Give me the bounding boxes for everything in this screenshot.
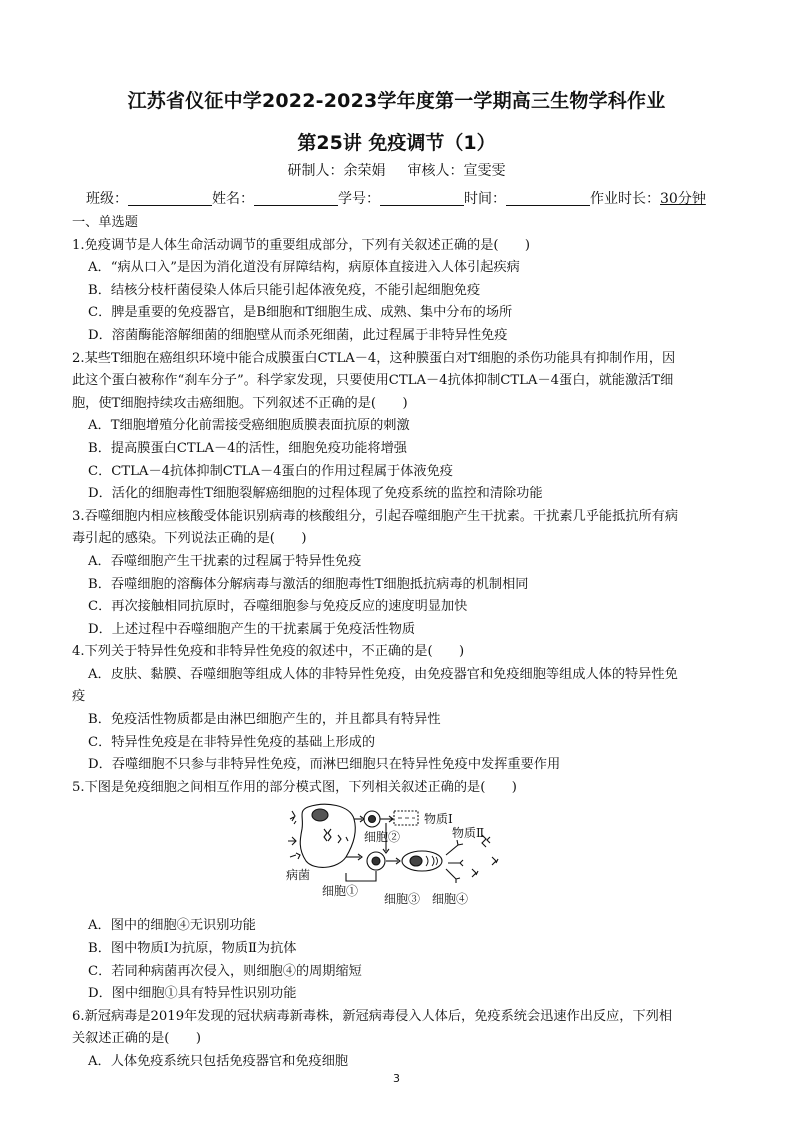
question-2-option-d[interactable]: D．活化的细胞毒性T细胞裂解癌细胞的过程体现了免疫系统的监控和清除功能 [88,486,543,502]
immune-cell-diagram [72,799,722,915]
label-substance-1: 物质Ⅰ [424,812,453,827]
question-4-option-d[interactable]: D．吞噬细胞不只参与非特异性免疫，而淋巴细胞只在特异性免疫中发挥重要作用 [88,757,561,773]
question-2-stem-line-2: 此这个蛋白被称作“刹车分子”。科学家发现，只要使用CTLA－4抗体抑制CTLA－4蛋白，就能激活T细 [72,373,674,389]
question-4-option-c[interactable]: C．特异性免疫是在非特异性免疫的基础上形成的 [88,734,376,750]
label-cell-4: 细胞④ [432,892,469,907]
question-4-option-b[interactable]: B．免疫活性物质都是由淋巴细胞产生的，并且都具有特异性 [88,712,441,728]
question-3-option-d[interactable]: D．上述过程中吞噬细胞产生的干扰素属于免疫活性物质 [88,621,416,637]
question-2-option-b[interactable]: B．提高膜蛋白CTLA－4的活性，细胞免疫功能将增强 [88,440,407,456]
question-2-stem-line-1: 2.某些T细胞在癌组织环境中能合成膜蛋白CTLA－4，这种膜蛋白对T细胞的杀伤功能具有抑制作用，因 [72,350,676,366]
question-1-option-c[interactable]: C．脾是重要的免疫器官，是B细胞和T细胞生成、成熟、集中分布的场所 [88,305,513,321]
section-heading: 一、单选题 [72,215,138,230]
label-cell-1: 细胞① [322,884,359,899]
authors-line [0,160,793,180]
question-5-option-a[interactable]: A．图中的细胞④无识别功能 [88,918,256,934]
questions-content [72,212,722,1074]
reviewer: 审核人：宣雯雯 [407,163,506,179]
question-2-option-c[interactable]: C．CTLA－4抗体抑制CTLA－4蛋白的作用过程属于体液免疫 [88,463,453,479]
question-1-stem: 1.免疫调节是人体生命活动调节的重要组成部分，下列有关叙述正确的是( ) [72,237,531,253]
question-4-stem: 4.下列关于特异性免疫和非特异性免疫的叙述中，不正确的是( ) [72,644,465,660]
question-3-option-b[interactable]: B．吞噬细胞的溶酶体分解病毒与激活的细胞毒性T细胞抵抗病毒的机制相同 [88,576,529,592]
label-bacteria: 病菌 [286,868,311,883]
question-4-option-a[interactable]: A．皮肤、黏膜、吞噬细胞等组成人体的非特异性免疫，由免疫器官和免疫细胞等组成人体的特异性免 [88,666,678,682]
label-substance-2: 物质Ⅱ [452,826,485,841]
question-6-option-a[interactable]: A．人体免疫系统只包括免疫器官和免疫细胞 [88,1054,349,1069]
question-1-option-a[interactable]: A．“病从口入”是因为消化道没有屏障结构，病原体直接进入人体引起疾病 [88,260,520,276]
class-field[interactable] [128,191,212,206]
label-cell-2: 细胞② [364,830,401,845]
question-3-stem-line-1: 3.吞噬细胞内相应核酸受体能识别病毒的核酸组分，引起吞噬细胞产生干扰素。干扰素几乎能抵抗所有病 [72,508,679,524]
question-5-option-b[interactable]: B．图中物质Ⅰ为抗原，物质Ⅱ为抗体 [88,941,297,957]
question-5-option-c[interactable]: C．若同种病菌再次侵入，则细胞④的周期缩短 [88,963,362,979]
immune-diagram-svg [286,799,526,911]
question-1-option-d[interactable]: D．溶菌酶能溶解细菌的细胞壁从而杀死细菌，此过程属于非特异性免疫 [88,327,508,343]
question-3-stem-line-2: 毒引起的感染。下列说法正确的是( ) [72,531,307,547]
developer: 研制人：余荣娟 [287,163,386,179]
class-label: 班级： [86,191,128,207]
name-label: 姓名： [212,191,254,207]
question-3-option-c[interactable]: C．再次接触相同抗原时，吞噬细胞参与免疫反应的速度明显加快 [88,599,468,615]
student-info-line [86,188,726,208]
lecture-title: 第25讲 免疫调节（1） [297,132,496,154]
number-field[interactable] [380,191,464,206]
document-title: 江苏省仪征中学2022-2023学年度第一学期高三生物学科作业 [127,90,666,112]
page-number: 3 [393,1072,400,1085]
time-label: 时间： [464,191,506,207]
time-field[interactable] [506,191,590,206]
question-3-option-a[interactable]: A．吞噬细胞产生干扰素的过程属于特异性免疫 [88,553,362,569]
question-5-option-d[interactable]: D．图中细胞①具有特异性识别功能 [88,986,297,1002]
label-cell-3: 细胞③ [384,892,421,907]
duration-label: 作业时长： [590,191,660,207]
question-5-stem: 5.下图是免疫细胞之间相互作用的部分模式图，下列相关叙述正确的是( ) [72,779,517,795]
question-6-stem-line-2: 关叙述正确的是( ) [72,1031,201,1047]
question-1-option-b[interactable]: B．结核分枝杆菌侵染人体后只能引起体液免疫，不能引起细胞免疫 [88,282,481,298]
question-2-stem-line-3: 胞，使T细胞持续攻击癌细胞。下列叙述不正确的是( ) [72,395,408,411]
question-2-option-a[interactable]: A．T细胞增殖分化前需接受癌细胞质膜表面抗原的刺激 [88,418,410,434]
name-field[interactable] [254,191,338,206]
question-6-stem-line-1: 6.新冠病毒是2019年发现的冠状病毒新毒株，新冠病毒侵入人体后，免疫系统会迅速作出反应，下列相 [72,1008,673,1024]
number-label: 学号： [338,191,380,207]
duration-value: 30分钟 [660,191,706,207]
question-4-option-a-cont: 疫 [72,689,86,705]
